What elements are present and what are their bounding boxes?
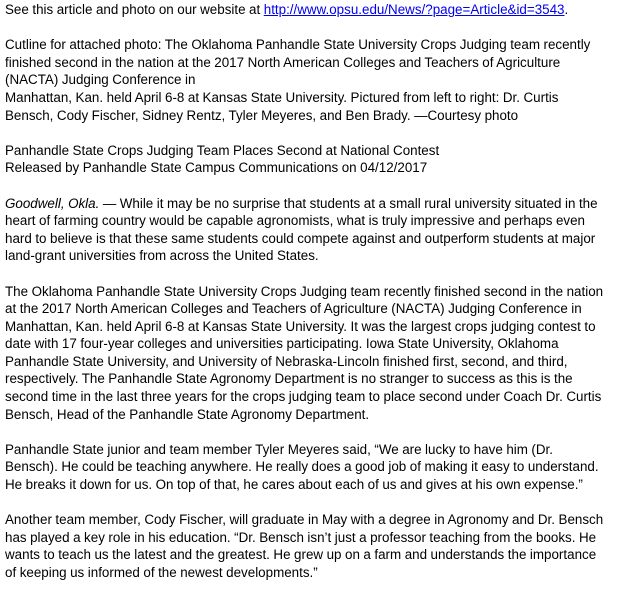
body-paragraph-4 <box>5 511 625 581</box>
body-line: hard to believe is that these same students could compete against and outperform students at major <box>5 230 596 246</box>
body-line: Another team member, Cody Fischer, will graduate in May with a degree in Agronomy and Dr. Bensch <box>5 512 604 528</box>
cutline-line: Cutline for attached photo: The Oklahoma Panhandle State University Crops Judging team recently <box>5 37 591 53</box>
cutline-line: Manhattan, Kan. held April 6-8 at Kansas State University. Pictured from left to right: Dr. Curtis <box>5 89 559 105</box>
body-line: Bensch, Head of the Panhandle State Agronomy Department. <box>5 406 370 422</box>
body-line: Panhandle State junior and team member Tyler Meyeres said, “We are lucky to have him (Dr. <box>5 441 554 457</box>
body-line: respectively. The Panhandle State Agronomy Department is no stranger to success as this is the <box>5 371 573 387</box>
dateline: Goodwell, Okla. <box>5 195 100 211</box>
article-title: Panhandle State Crops Judging Team Places Second at National Contest <box>5 142 440 158</box>
cutline-paragraph <box>5 36 625 124</box>
body-line: Panhandle State University, and University of Nebraska-Lincoln finished first, second, and third, <box>5 353 568 369</box>
intro-lead: See this article and photo on our website at <box>5 2 264 17</box>
body-line-text: — While it may be no surprise that students at a small rural university situated in the <box>99 195 598 211</box>
body-line: Bensch). He could be teaching anywhere. He really does a good job of making it easy to understand. <box>5 459 599 475</box>
document <box>5 1 625 599</box>
body-paragraph-1 <box>5 195 625 265</box>
article-link[interactable]: http://www.opsu.edu/News/?page=Article&id=3543 <box>263 2 565 17</box>
body-line: land-grant universities from across the United States. <box>5 248 319 264</box>
release-line: Released by Panhandle State Campus Communications on 04/12/2017 <box>5 160 428 176</box>
body-paragraph-3 <box>5 441 625 494</box>
body-paragraph-2 <box>5 283 625 424</box>
body-line: at the 2017 North American Colleges and Teachers of Agriculture (NACTA) Judging Conference in <box>5 301 582 317</box>
body-line: date with 17 four-year colleges and universities participating. Iowa State University, Oklahoma <box>5 336 559 352</box>
body-line: wants to teach us the latest and the greatest. He grew up on a farm and understands the importance <box>5 547 597 563</box>
intro-line <box>5 1 625 19</box>
intro-paragraph <box>5 1 625 19</box>
intro-trail: . <box>564 2 569 17</box>
body-line: Manhattan, Kan. held April 6-8 at Kansas State University. It was the largest crops judging contest to <box>5 318 596 334</box>
body-line: second time in the last three years for the crops judging team to place second under Coach Dr. Curtis <box>5 389 602 405</box>
body-line <box>5 195 625 213</box>
body-line: of keeping us informed of the newest developments.” <box>5 565 318 580</box>
body-line: The Oklahoma Panhandle State University Crops Judging team recently finished second in the nation <box>5 283 604 299</box>
body-line: has played a key role in his education. “Dr. Bensch isn’t just a professor teaching from the books. He <box>5 529 597 545</box>
cutline-line: finished second in the nation at the 2017 North American Colleges and Teachers of Agriculture <box>5 54 561 70</box>
cutline-line: (NACTA) Judging Conference in <box>5 72 196 88</box>
body-line: heart of farming country would be capable agronomists, what is truly impressive and perhaps even <box>5 213 585 229</box>
cutline-line: Bensch, Cody Fischer, Sidney Rentz, Tyler Meyeres, and Ben Brady. —Courtesy photo <box>5 107 519 123</box>
body-line: He breaks it down for us. On top of that, he cares about each of us and gives at his own expense.” <box>5 477 583 493</box>
headline-block <box>5 142 625 177</box>
